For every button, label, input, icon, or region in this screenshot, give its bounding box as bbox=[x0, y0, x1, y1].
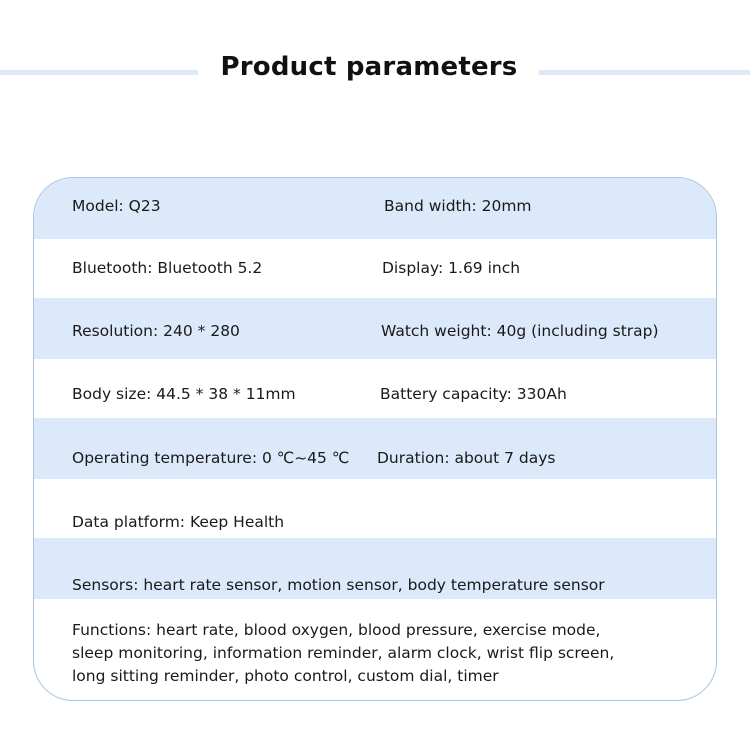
param-bluetooth: Bluetooth: Bluetooth 5.2 bbox=[72, 259, 263, 277]
param-sensors: Sensors: heart rate sensor, motion sensor, body temperature sensor bbox=[72, 576, 605, 594]
param-data-platform: Data platform: Keep Health bbox=[72, 513, 285, 531]
param-band-width: Band width: 20mm bbox=[384, 197, 532, 215]
param-row-temperature bbox=[34, 418, 716, 479]
param-watch-weight: Watch weight: 40g (including strap) bbox=[381, 322, 659, 340]
param-model: Model: Q23 bbox=[72, 197, 161, 215]
page-title: Product parameters bbox=[220, 52, 518, 82]
param-operating-temperature: Operating temperature: 0 ℃~45 ℃ bbox=[72, 449, 350, 467]
title-rule-left bbox=[0, 70, 198, 75]
parameters-table bbox=[33, 177, 717, 701]
param-battery-capacity: Battery capacity: 330Ah bbox=[380, 385, 567, 403]
param-row-model bbox=[34, 178, 716, 239]
functions-line-3: long sitting reminder, photo control, custom dial, timer bbox=[72, 667, 499, 685]
param-row-resolution bbox=[34, 298, 716, 359]
functions-line-2: sleep monitoring, information reminder, alarm clock, wrist flip screen, bbox=[72, 644, 615, 662]
param-row-functions bbox=[34, 599, 716, 701]
param-functions bbox=[72, 619, 614, 688]
param-row-bluetooth bbox=[34, 239, 716, 298]
param-duration: Duration: about 7 days bbox=[377, 449, 556, 467]
param-resolution: Resolution: 240 * 280 bbox=[72, 322, 240, 340]
param-body-size: Body size: 44.5 * 38 * 11mm bbox=[72, 385, 296, 403]
functions-line-1: Functions: heart rate, blood oxygen, blood pressure, exercise mode, bbox=[72, 621, 601, 639]
param-display: Display: 1.69 inch bbox=[382, 259, 521, 277]
title-rule-right bbox=[539, 70, 750, 75]
param-row-body-size bbox=[34, 359, 716, 418]
param-row-sensors bbox=[34, 538, 716, 599]
param-row-data-platform bbox=[34, 479, 716, 538]
